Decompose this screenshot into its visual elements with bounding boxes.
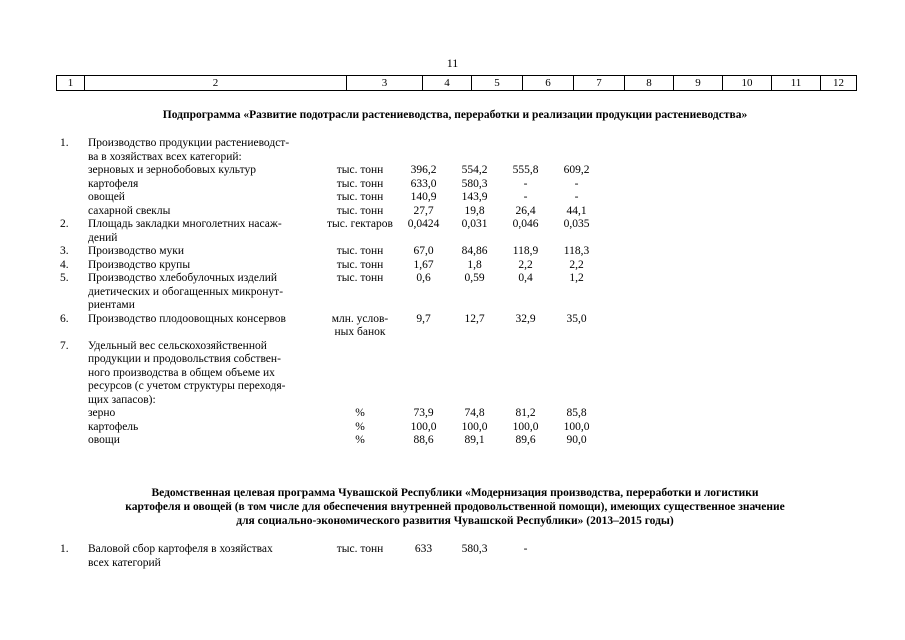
row-number: 1. [60, 137, 69, 149]
value-cell: 2,2 [518, 258, 533, 271]
table-row [60, 353, 602, 367]
value-cell: 32,9 [515, 312, 536, 325]
unit-of-measure: тыс. тонн [336, 204, 384, 217]
value-cell: - [574, 191, 579, 203]
value-cell [500, 394, 551, 408]
unit-of-measure: ных банок [334, 326, 386, 338]
table-row [60, 164, 602, 178]
value-cell: 9,7 [416, 312, 431, 325]
indicator-name: Производство крупы [88, 258, 191, 271]
header-column-2: 2 [85, 76, 347, 91]
value-cell: 27,7 [413, 204, 434, 217]
header-column-10: 10 [723, 76, 772, 91]
value-cell: 140,9 [410, 191, 437, 203]
row-number [60, 380, 88, 394]
table-row [60, 151, 602, 165]
section-title-line: картофеля и овощей (в том числе для обеспечения внутренней продовольственной помощи), имеющих существенное значение [125, 501, 785, 513]
unit-of-measure: тыс. тонн [336, 164, 384, 176]
unit-of-measure [322, 380, 398, 394]
table-row [60, 434, 602, 448]
indicator-name: картофель [88, 420, 139, 433]
table-row [60, 232, 602, 246]
indicator-name: ного производства в общем объеме их [88, 366, 275, 379]
indicators-table-departmental-program [60, 543, 602, 570]
value-cell [449, 394, 500, 408]
row-number: 4. [60, 258, 69, 271]
table-row [60, 259, 602, 273]
value-cell: 26,4 [515, 204, 536, 217]
table-row [60, 407, 602, 421]
value-cell: 100,0 [461, 420, 488, 433]
unit-of-measure: % [355, 420, 365, 433]
unit-of-measure: тыс. тонн [336, 245, 384, 257]
header-column-9: 9 [674, 76, 723, 91]
value-cell [500, 232, 551, 246]
indicators-table-subprogram [60, 137, 602, 448]
unit-of-measure: тыс. гектаров [327, 218, 393, 230]
row-number [60, 394, 88, 408]
row-number: 3. [60, 245, 69, 257]
row-number [60, 421, 88, 435]
row-number [60, 407, 88, 421]
value-cell [500, 151, 551, 165]
value-cell [449, 557, 500, 571]
indicator-name: Производство муки [88, 245, 184, 257]
row-number [60, 286, 88, 300]
value-cell: 554,2 [461, 164, 488, 176]
table-row [60, 178, 602, 192]
column-number-header [56, 75, 857, 91]
header-column-12: 12 [821, 76, 857, 91]
value-cell [500, 326, 551, 340]
value-cell [449, 353, 500, 367]
row-number [60, 434, 88, 448]
indicator-name: зерно [88, 407, 116, 419]
value-cell [398, 137, 449, 151]
value-cell: 100,0 [410, 420, 437, 433]
value-cell: - [523, 191, 528, 203]
table-row [60, 313, 602, 327]
value-cell [449, 367, 500, 381]
value-cell [500, 340, 551, 354]
header-column-4: 4 [423, 76, 472, 91]
value-cell: 118,3 [563, 245, 590, 257]
row-number [60, 191, 88, 205]
value-cell [398, 394, 449, 408]
indicator-name: дений [88, 231, 118, 244]
value-cell: 89,6 [515, 434, 536, 446]
value-cell: 633 [414, 543, 433, 555]
unit-of-measure [322, 151, 398, 165]
unit-of-measure: % [355, 434, 365, 446]
value-cell: 1,67 [413, 258, 434, 271]
indicator-name [88, 326, 322, 340]
table-row [60, 367, 602, 381]
value-cell: - [523, 543, 528, 555]
value-cell [551, 543, 602, 557]
unit-of-measure: % [355, 407, 365, 419]
value-cell: 633,0 [410, 177, 437, 190]
value-cell: 73,9 [413, 407, 434, 419]
value-cell: 35,0 [566, 312, 587, 325]
value-cell [551, 353, 602, 367]
table-row [60, 137, 602, 151]
header-column-1: 1 [57, 76, 85, 91]
value-cell [500, 137, 551, 151]
value-cell [551, 299, 602, 313]
section-title-line: для социально-экономического развития Чувашской Республики» (2013–2015 годы) [236, 515, 674, 527]
unit-of-measure: тыс. тонн [336, 191, 384, 203]
header-column-11: 11 [772, 76, 821, 91]
value-cell [398, 299, 449, 313]
value-cell: 12,7 [464, 312, 485, 325]
table-row [60, 340, 602, 354]
unit-of-measure [322, 299, 398, 313]
value-cell [551, 286, 602, 300]
value-cell: - [574, 177, 579, 190]
indicator-name: Валовой сбор картофеля в хозяйствах [88, 543, 273, 555]
indicator-name: ресурсов (с учетом структуры переходя- [88, 380, 286, 392]
value-cell [500, 380, 551, 394]
value-cell: 84,86 [461, 245, 488, 257]
value-cell [551, 232, 602, 246]
value-cell: 44,1 [566, 204, 587, 217]
section-title-subprogram: Подпрограмма «Развитие подотрасли растениеводства, переработки и реализации продукции растениеводства» [162, 109, 748, 121]
value-cell: 0,4 [518, 272, 533, 284]
indicator-name: сахарной свеклы [88, 204, 171, 217]
value-cell: 609,2 [563, 164, 590, 176]
indicator-name: ва в хозяйствах всех категорий: [88, 150, 242, 163]
unit-of-measure [322, 557, 398, 571]
indicator-name: Площадь закладки многолетних насаж- [88, 218, 282, 230]
value-cell [449, 137, 500, 151]
header-column-3: 3 [347, 76, 423, 91]
unit-of-measure [322, 340, 398, 354]
table-row [60, 394, 602, 408]
unit-of-measure: тыс. тонн [336, 177, 384, 190]
value-cell [551, 380, 602, 394]
unit-of-measure [322, 394, 398, 408]
value-cell [398, 232, 449, 246]
value-cell [398, 367, 449, 381]
unit-of-measure [322, 232, 398, 246]
header-column-7: 7 [574, 76, 625, 91]
indicator-name: овощей [88, 191, 125, 203]
unit-of-measure: млн. услов- [331, 312, 389, 325]
value-cell [500, 299, 551, 313]
table-row [60, 421, 602, 435]
value-cell: 90,0 [566, 434, 587, 446]
row-number [60, 164, 88, 178]
indicator-name: картофеля [88, 177, 139, 190]
unit-of-measure [322, 353, 398, 367]
row-number: 5. [60, 272, 69, 284]
unit-of-measure: тыс. тонн [336, 258, 384, 271]
indicator-name: риентами [88, 299, 135, 311]
row-number: 7. [60, 339, 69, 352]
value-cell [500, 557, 551, 571]
unit-of-measure [322, 137, 398, 151]
value-cell: 0,046 [512, 218, 539, 230]
value-cell [449, 286, 500, 300]
row-number: 1. [60, 543, 69, 555]
indicator-name: Производство плодоовощных консервов [88, 312, 286, 325]
table-row [60, 286, 602, 300]
value-cell: 81,2 [515, 407, 536, 419]
value-cell [398, 286, 449, 300]
indicator-name: Удельный вес сельскохозяйственной [88, 339, 267, 352]
row-number [60, 151, 88, 165]
value-cell: 0,0424 [407, 218, 440, 230]
indicator-name: Производство хлебобулочных изделий [88, 272, 278, 284]
row-number [60, 353, 88, 367]
value-cell: 1,2 [569, 272, 584, 284]
value-cell [551, 367, 602, 381]
value-cell: 580,3 [461, 543, 488, 555]
value-cell [551, 340, 602, 354]
unit-of-measure: тыс. тонн [336, 272, 384, 284]
value-cell [551, 557, 602, 571]
value-cell [551, 151, 602, 165]
value-cell [398, 151, 449, 165]
value-cell [449, 299, 500, 313]
page-number: 11 [446, 56, 459, 70]
row-number: 6. [60, 312, 69, 325]
table-row [60, 191, 602, 205]
row-number [60, 178, 88, 192]
value-cell [551, 394, 602, 408]
value-cell [500, 286, 551, 300]
header-column-5: 5 [472, 76, 523, 91]
indicator-name: овощи [88, 434, 120, 446]
table-row [60, 272, 602, 286]
value-cell [398, 380, 449, 394]
table-row [60, 543, 602, 557]
header-column-6: 6 [523, 76, 574, 91]
table-row [60, 326, 602, 340]
value-cell [500, 367, 551, 381]
value-cell [551, 137, 602, 151]
indicator-name: щих запасов): [88, 393, 156, 406]
value-cell [449, 232, 500, 246]
indicator-name: диетических и обогащенных микронут- [88, 285, 284, 298]
unit-of-measure [322, 367, 398, 381]
row-number [60, 299, 88, 313]
row-number [60, 557, 88, 571]
section-title-departmental-program [60, 486, 850, 528]
value-cell: 118,9 [512, 245, 539, 257]
value-cell [551, 326, 602, 340]
unit-of-measure [322, 286, 398, 300]
value-cell [449, 340, 500, 354]
table-row [60, 245, 602, 259]
value-cell [449, 380, 500, 394]
value-cell: 396,2 [410, 164, 437, 176]
row-number [60, 232, 88, 246]
row-number [60, 367, 88, 381]
indicator-name: продукции и продовольствия собствен- [88, 353, 281, 365]
value-cell: 0,6 [416, 272, 431, 284]
header-column-8: 8 [625, 76, 674, 91]
value-cell: - [523, 177, 528, 190]
value-cell [398, 353, 449, 367]
value-cell: 19,8 [464, 204, 485, 217]
value-cell: 89,1 [464, 434, 485, 446]
unit-of-measure: тыс. тонн [336, 543, 384, 555]
table-row [60, 299, 602, 313]
value-cell: 85,8 [566, 407, 587, 419]
value-cell: 555,8 [512, 164, 539, 176]
table-row [60, 205, 602, 219]
value-cell: 143,9 [461, 191, 488, 203]
value-cell [449, 151, 500, 165]
indicator-name: зерновых и зернобобовых культур [88, 164, 256, 176]
row-number [60, 326, 88, 340]
value-cell [398, 340, 449, 354]
table-row [60, 557, 602, 571]
value-cell: 100,0 [563, 420, 590, 433]
value-cell [500, 353, 551, 367]
indicator-name: всех категорий [88, 556, 161, 569]
table-row [60, 218, 602, 232]
value-cell [398, 326, 449, 340]
value-cell: 100,0 [512, 420, 539, 433]
value-cell: 0,59 [464, 272, 485, 284]
indicator-name: Производство продукции растениеводст- [88, 137, 290, 149]
value-cell: 88,6 [413, 434, 434, 446]
value-cell: 67,0 [413, 245, 434, 257]
value-cell [398, 557, 449, 571]
section-title-line: Ведомственная целевая программа Чувашской Республики «Модернизация производства, переработки и логистики [151, 487, 759, 499]
value-cell: 1,8 [467, 258, 482, 271]
value-cell [449, 326, 500, 340]
row-number: 2. [60, 218, 69, 230]
value-cell: 580,3 [461, 177, 488, 190]
row-number [60, 205, 88, 219]
value-cell: 0,035 [563, 218, 590, 230]
value-cell: 0,031 [461, 218, 488, 230]
value-cell: 2,2 [569, 258, 584, 271]
value-cell: 74,8 [464, 407, 485, 419]
table-row [60, 380, 602, 394]
